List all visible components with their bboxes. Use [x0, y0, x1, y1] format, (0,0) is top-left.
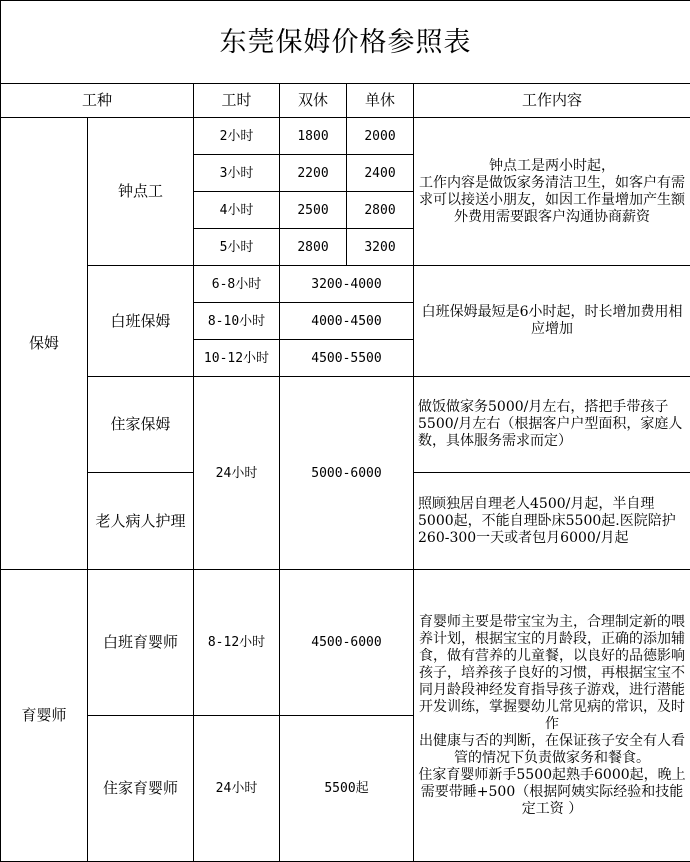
day-nanny-content: 白班保姆最短是6小时起，时长增加费用相应增加: [414, 266, 690, 377]
subtype-hourly: 钟点工: [88, 118, 194, 266]
hours-cell: 8-12小时: [194, 570, 280, 716]
hours-cell: 10-12小时: [194, 340, 280, 377]
single-rest-cell: 2400: [347, 155, 414, 192]
hours-cell: 24小时: [194, 716, 280, 862]
price-cell: 4500-5500: [280, 340, 414, 377]
category-baomu: 保姆: [1, 118, 88, 570]
live-in-nanny-content: 做饭做家务5000/月左右，搭把手带孩子5500/月左右（根据客户户型面积，家庭人数，具体服务需求而定）: [414, 377, 690, 473]
table-row: [1, 266, 690, 303]
double-rest-cell: 2500: [280, 192, 347, 229]
single-rest-cell: 3200: [347, 229, 414, 266]
subtype-live-in-nurse: 住家育婴师: [88, 716, 194, 862]
hours-cell: 8-10小时: [194, 303, 280, 340]
hours-cell: 4小时: [194, 192, 280, 229]
double-rest-cell: 2200: [280, 155, 347, 192]
subtype-live-in-nanny: 住家保姆: [88, 377, 194, 473]
header-content: 工作内容: [414, 84, 690, 118]
content-text: 钟点工是两小时起， 工作内容是做饭家务清洁卫生，如客户有需求可以接送小朋友，如因工作量增加产生额外费用需要跟客户沟通协商薪资: [419, 157, 686, 225]
hours-cell: 24小时: [194, 377, 280, 570]
hours-cell: 5小时: [194, 229, 280, 266]
price-cell: 4500-6000: [280, 570, 414, 716]
table-row: [1, 570, 690, 716]
price-cell: 5000-6000: [280, 377, 414, 570]
subtype-day-nurse: 白班育婴师: [88, 570, 194, 716]
price-cell: 3200-4000: [280, 266, 414, 303]
header-single-rest: 单休: [347, 84, 414, 118]
single-rest-cell: 2000: [347, 118, 414, 155]
double-rest-cell: 2800: [280, 229, 347, 266]
hours-cell: 3小时: [194, 155, 280, 192]
price-cell: 5500起: [280, 716, 414, 862]
header-type: 工种: [1, 84, 194, 118]
table-row: [1, 118, 690, 155]
double-rest-cell: 1800: [280, 118, 347, 155]
price-cell: 4000-4500: [280, 303, 414, 340]
hours-cell: 6-8小时: [194, 266, 280, 303]
table-row: [1, 377, 690, 473]
header-double-rest: 双休: [280, 84, 347, 118]
single-rest-cell: 2800: [347, 192, 414, 229]
subtype-elder-care: 老人病人护理: [88, 473, 194, 570]
subtype-day-nanny: 白班保姆: [88, 266, 194, 377]
content-text: 育婴师主要是带宝宝为主，合理制定新的喂养计划，根据宝宝的月龄段，正确的添加辅食，做有营养的儿童餐，以良好的品德影响孩子，培养孩子良好的习惯，再根据宝宝不同月龄段神经发育指导孩子游戏，进行潜能开发训练，掌握婴幼儿常见病的常识，及时作 出健康与否的判断，在保证孩子安全有人看管的情况下负责做家务和餐食。 住家育婴师新手5500起熟手6000起，晚上需要带睡+500（根据阿姨实际经验和技能定工资 ）: [418, 613, 686, 817]
hourly-content: [414, 118, 690, 266]
header-hours: 工时: [194, 84, 280, 118]
category-yuyingshi: 育婴师: [1, 570, 88, 862]
page-title: 东莞保姆价格参照表: [1, 1, 690, 84]
elder-care-content: 照顾独居自理老人4500/月起，半自理5000起，不能自理卧床5500起.医院陪护260-300一天或者包月6000/月起: [414, 473, 690, 570]
hours-cell: 2小时: [194, 118, 280, 155]
header-row: [1, 84, 690, 118]
nurse-content: [414, 570, 690, 862]
